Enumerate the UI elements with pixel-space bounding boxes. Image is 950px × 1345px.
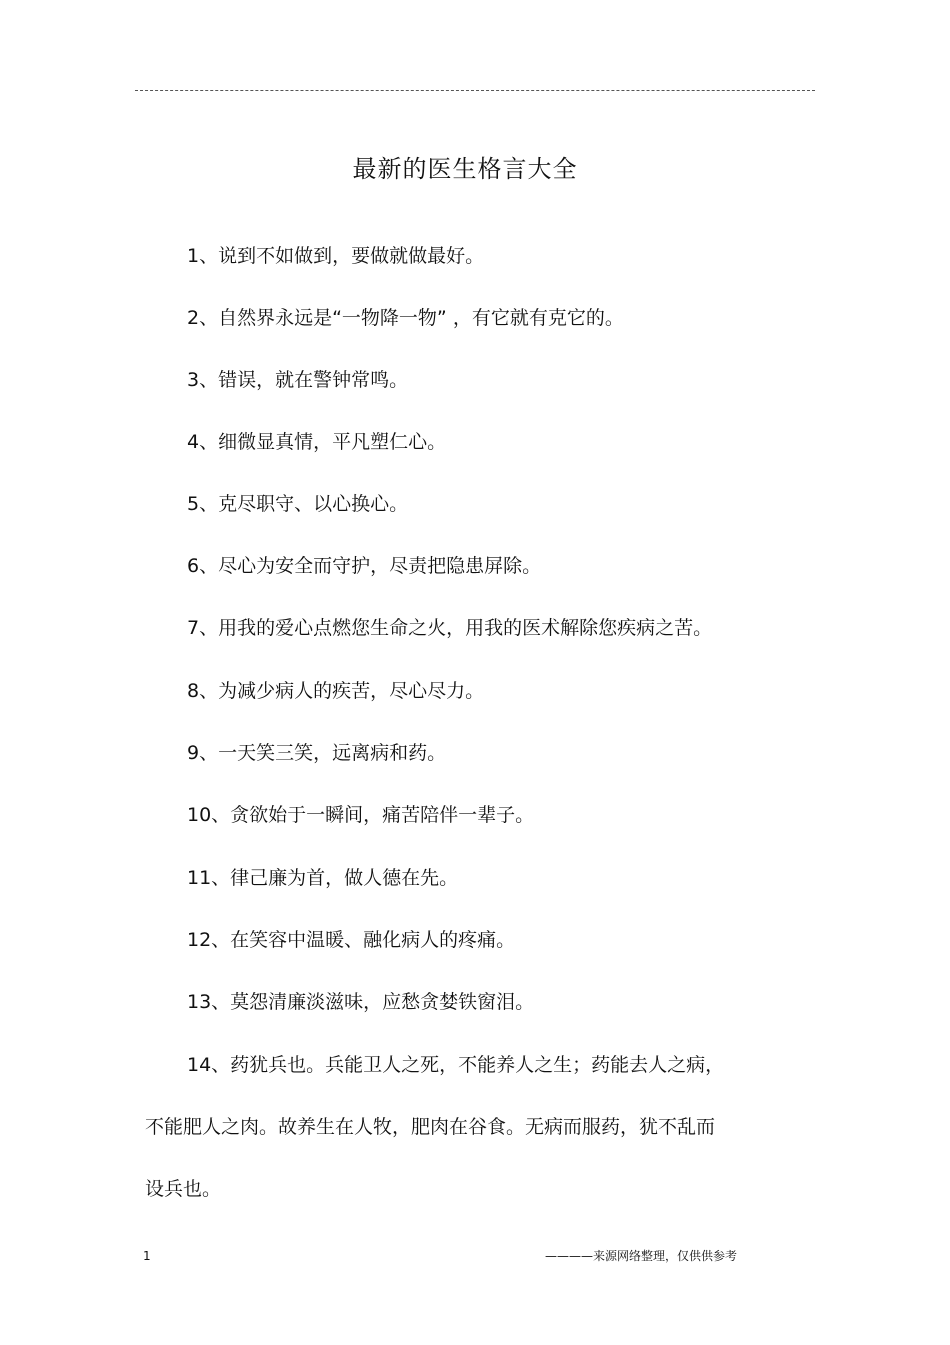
document-title: 最新的医生格言大全: [352, 155, 578, 183]
quote-6: 6、尽心为安全而守护，尽责把隐患屏除。: [187, 555, 542, 577]
quote-14-line-2: 不能肥人之肉。故养生在人牧，肥肉在谷食。无病而服药，犹不乱而: [145, 1116, 716, 1138]
quote-8: 8、为减少病人的疾苦，尽心尽力。: [187, 680, 485, 702]
quote-9: 9、一天笑三笑，远离病和药。: [187, 742, 447, 764]
quote-2: 2、自然界永远是“一物降一物” ，有它就有克它的。: [187, 307, 624, 329]
quote-4: 4、细微显真情，平凡塑仁心。: [187, 431, 447, 453]
header-dashed-rule: [135, 90, 815, 91]
quote-14-line-3: 设兵也。: [145, 1178, 222, 1200]
quote-12: 12、在笑容中温暖、融化病人的疼痛。: [187, 929, 516, 951]
footer-source-note: ————来源网络整理，仅供供参考: [545, 1249, 738, 1263]
quote-1: 1、说到不如做到，要做就做最好。: [187, 245, 485, 267]
quote-5: 5、克尽职守、以心换心。: [187, 493, 409, 515]
page-number: 1: [143, 1249, 151, 1263]
quote-14-line-1: 14、药犹兵也。兵能卫人之死，不能养人之生；药能去人之病，: [187, 1054, 725, 1076]
quote-13: 13、莫怨清廉淡滋味，应愁贪婪铁窗泪。: [187, 991, 535, 1013]
quote-7: 7、用我的爱心点燃您生命之火，用我的医术解除您疾病之苦。: [187, 617, 713, 639]
quote-11: 11、律己廉为首，做人德在先。: [187, 867, 459, 889]
quote-3: 3、错误，就在警钟常鸣。: [187, 369, 409, 391]
quote-10: 10、贪欲始于一瞬间，痛苦陪伴一辈子。: [187, 804, 535, 826]
